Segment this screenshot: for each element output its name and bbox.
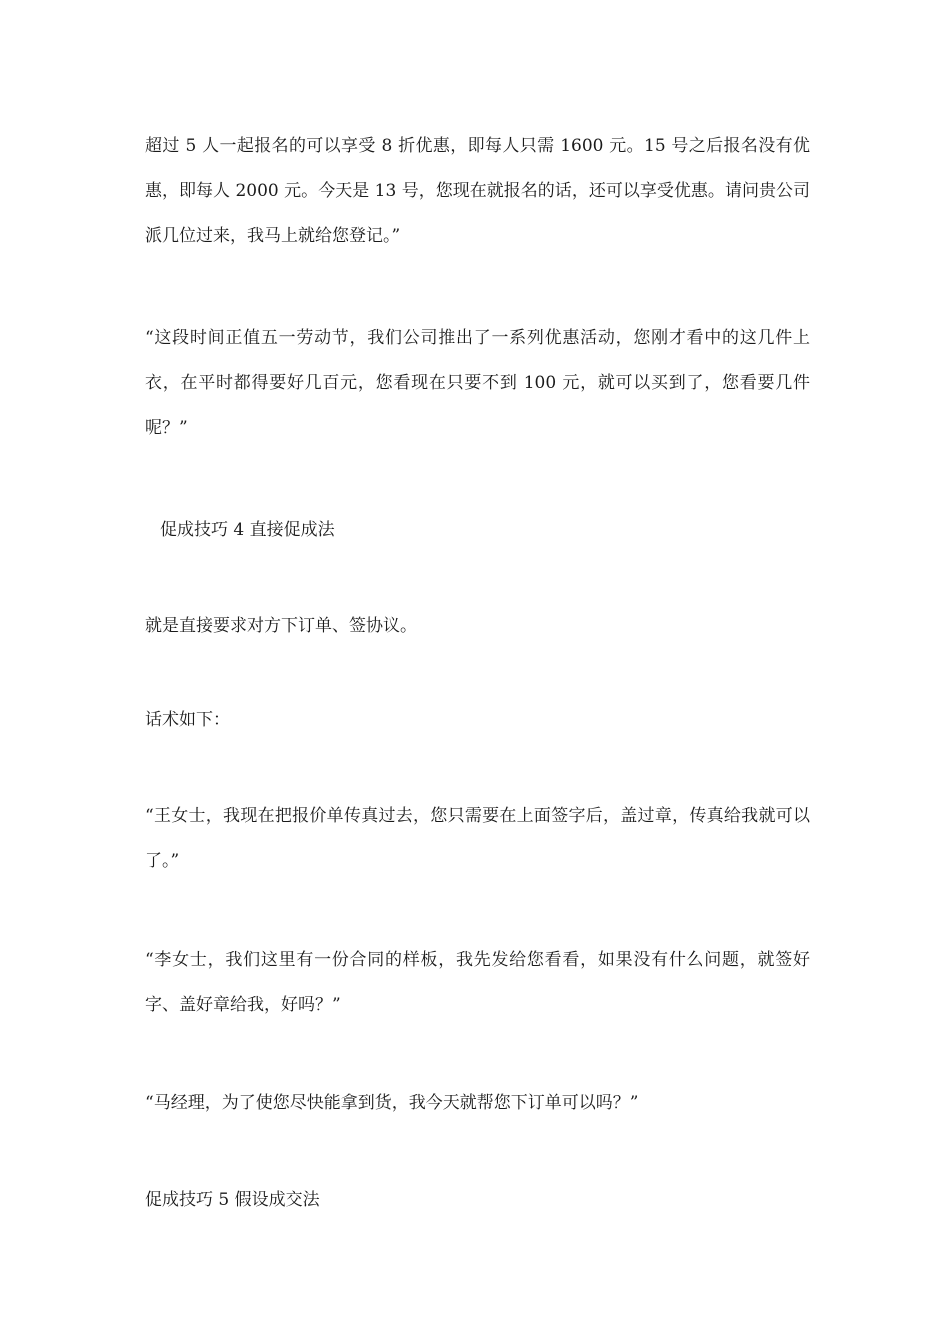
section-heading-technique-5: 促成技巧 5 假设成交法 bbox=[145, 1190, 320, 1210]
section-heading-technique-4: 促成技巧 4 直接促成法 bbox=[160, 520, 335, 540]
paragraph-discount-offer: 超过 5 人一起报名的可以享受 8 折优惠，即每人只需 1600 元。15 号之后报名没有优惠，即每人 2000 元。今天是 13 号，您现在就报名的话，还可以享受优惠。请问贵公司派几位过来，我马上就给您登记。” bbox=[145, 136, 810, 246]
paragraph-quote-ms-wang: “王女士，我现在把报价单传真过去，您只需要在上面签字后，盖过章，传真给我就可以了。” bbox=[145, 806, 810, 871]
paragraph-quote-ms-li: “李女士，我们这里有一份合同的样板，我先发给您看看，如果没有什么问题，就签好字、盖好章给我，好吗？” bbox=[145, 950, 810, 1015]
paragraph-script-intro: 话术如下： bbox=[145, 710, 230, 730]
paragraph-direct-close-definition: 就是直接要求对方下订单、签协议。 bbox=[145, 616, 417, 636]
paragraph-quote-manager-ma: “马经理，为了使您尽快能拿到货，我今天就帮您下订单可以吗？” bbox=[145, 1093, 639, 1113]
paragraph-holiday-promotion: “这段时间正值五一劳动节，我们公司推出了一系列优惠活动，您刚才看中的这几件上衣，在平时都得要好几百元，您看现在只要不到 100 元，就可以买到了，您看要几件呢？” bbox=[145, 328, 810, 438]
